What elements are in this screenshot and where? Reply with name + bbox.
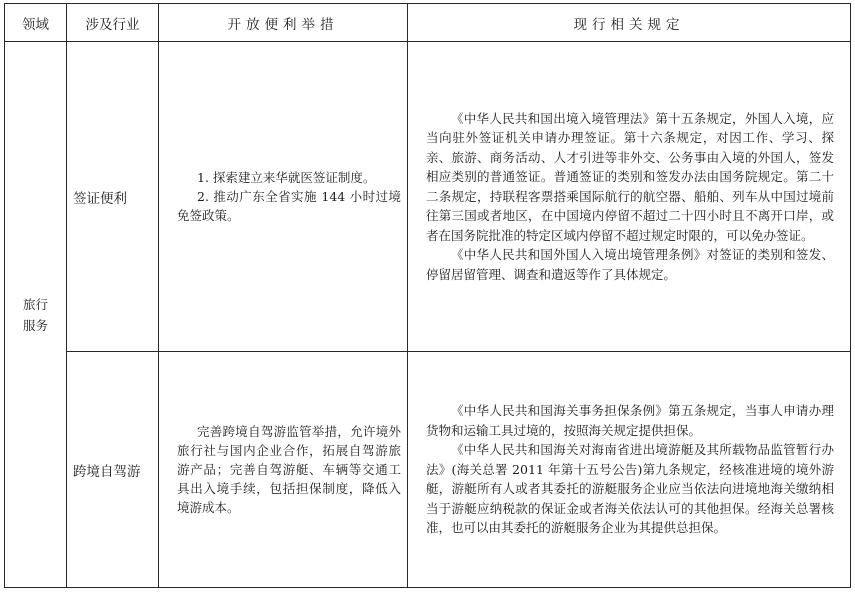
regulations-cell [408,42,851,352]
measure-item: 2. 推动广东全省实施 144 小时过境免签政策。 [177,189,401,223]
header-industry: 涉及行业 [67,4,159,42]
header-row [5,4,851,42]
policy-table [4,3,851,588]
table-row [5,352,851,588]
domain-label-line: 服务 [22,317,48,333]
domain-label-line: 旅行 [22,296,48,312]
table-row [5,42,851,352]
regulation-paragraph: 《中华人民共和国海关事务担保条例》第五条规定，当事人申请办理货物和运输工具过境的，按照海关规定提供担保。 [426,403,834,438]
measures-cell [159,42,408,352]
header-domain: 领域 [5,4,67,42]
measures-cell [159,352,408,588]
header-measures: 开放便利举措 [159,4,408,42]
measure-item: 完善跨境自驾游监管举措，允许境外旅行社与国内企业合作，拓展自驾游旅游产品；完善自驾游艇、车辆等交通工具出入境手续，包括担保制度，降低入境游成本。 [177,424,401,515]
domain-cell [5,42,67,588]
industry-cell: 跨境自驾游 [67,352,159,588]
regulation-paragraph: 《中华人民共和国海关对海南省进出境游艇及其所载物品监管暂行办法》(海关总署 2011 年第十五号公告)第九条规定，经核准进境的境外游艇，游艇所有人或者其委托的游艇服务企业应当依法向进境地海关缴纳相当于游艇应纳税款的保证金或者海关依法认可的其他担保。经海关总署核准，也可以由其委托的游艇服务企业为其提供总担保。 [426,442,834,536]
regulation-paragraph: 《中华人民共和国外国人入境出境管理条例》对签证的类别和签发、停留居留管理、调查和遣返等作了具体规定。 [426,247,834,282]
regulation-paragraph: 《中华人民共和国出境入境管理法》第十五条规定，外国人入境，应当向驻外签证机关申请办理签证。第十六条规定，对因工作、学习、探亲、旅游、商务活动、人才引进等非外交、公务事由入境的外国人，签发相应类别的普通签证。普通签证的类别和签发办法由国务院规定。第二十二条规定，持联程客票搭乘国际航行的航空器、船舶、列车从中国过境前往第三国或者地区，在中国境内停留不超过二十四小时且不离开口岸，或者在国务院批准的特定区域内停留不超过规定时限的，可以免办签证。 [426,110,834,243]
industry-cell: 签证便利 [67,42,159,352]
regulations-cell [408,352,851,588]
header-regulations: 现行相关规定 [408,4,851,42]
measure-item: 1. 探索建立来华就医签证制度。 [197,170,376,185]
